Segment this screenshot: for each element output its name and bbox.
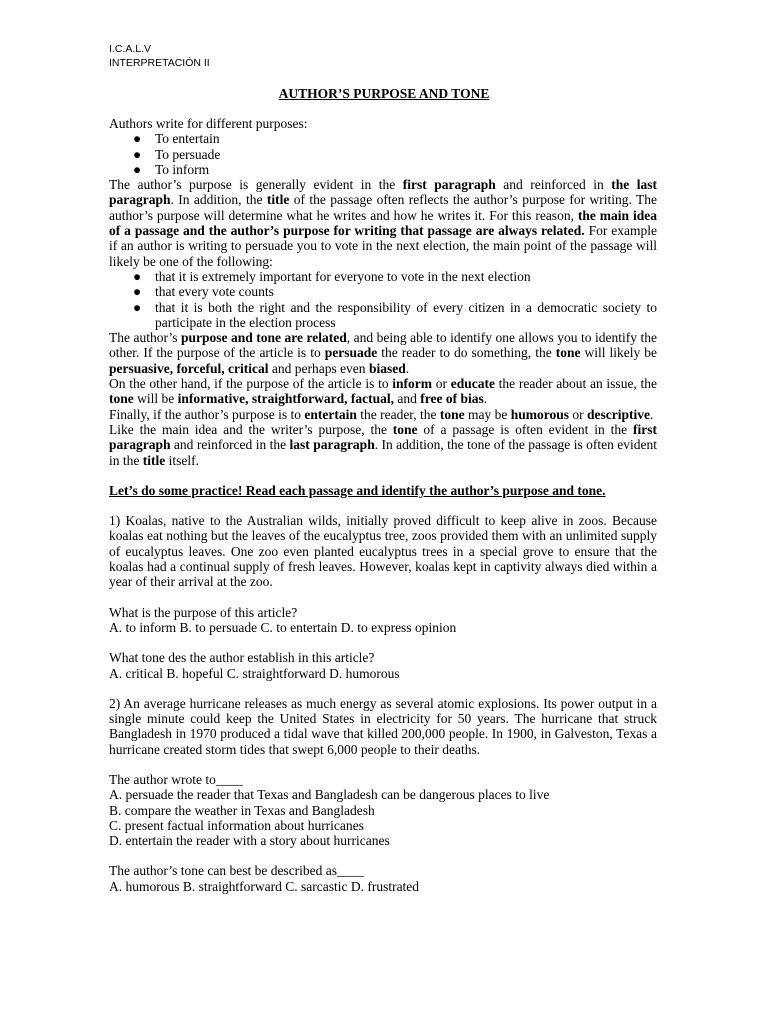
document-body [109, 116, 657, 894]
header-course: INTERPRETACIÓN II [109, 57, 210, 69]
list-item: ● To entertain [109, 131, 657, 146]
purpose-tone-paragraph: The author’s purpose and tone are related, and being able to identify one allows you to identify the other. If the purpose of the article is to persuade the reader to do something, the tone will likely be persuasive, forceful, critical and perhaps even biased. [109, 330, 658, 376]
vote-points-list [109, 269, 657, 330]
header-institution: I.C.A.L.V [109, 43, 152, 55]
passage-2-question-1: The author wrote to____ [109, 771, 243, 787]
passage-2-option-a: A. persuade the reader that Texas and Bangladesh can be dangerous places to live [109, 787, 550, 803]
passage-2-option-d: D. entertain the reader with a story about hurricanes [109, 833, 390, 849]
passage-2-option-b: B. compare the weather in Texas and Bangladesh [109, 802, 375, 818]
bullet-icon: ● [133, 161, 142, 177]
tone-paragraph: Like the main idea and the writer’s purpose, the tone of a passage is often evident in the first paragraph and reinforced in the last paragraph. In addition, the tone of the passage is often evident in the title itself. [109, 421, 657, 468]
passage-2-question-2: The author’s tone can best be described as____ [109, 863, 365, 879]
intro-lead: Authors write for different purposes: [109, 116, 308, 131]
passage-2-text: 2) An average hurricane releases as much energy as several atomic explosions. Its power output in a single minute could keep the United States in electricity for 50 years. The hurricane that struck Bangladesh in 1970 produced a tidal wave that killed 200,000 people. In 1900, in Galveston, Texas a hurricane created storm tides that swept 6,000 people to their deaths. [109, 695, 657, 757]
practice-heading: Let’s do some practice! Read each passage and identify the author’s purpose and tone. [109, 482, 606, 498]
bullet-icon: ● [133, 268, 142, 284]
document-header [109, 42, 210, 70]
spacer [109, 468, 657, 483]
passage-1-question-1: What is the purpose of this article? [109, 604, 298, 620]
passage-1-text: 1) Koalas, native to the Australian wilds, initially proved difficult to keep alive in zoos. Because koalas eat nothing but the leaves of the eucalyptus tree, zoos provided them with an unlimited supply of eucalyptus leaves. One zoo even planted eucalyptus trees in a special grove to ensure that the koalas had a continual supply of fresh leaves. However, koalas kept in captivity always died within a year of their arrival at the zoo. [109, 513, 657, 590]
passage-1-question-2: What tone des the author establish in this article? [109, 650, 375, 666]
passage-2-question-2-options: A. humorous B. straightforward C. sarcastic D. frustrated [109, 878, 420, 894]
bullet-icon: ● [133, 299, 142, 315]
passage-1-question-2-options: A. critical B. hopeful C. straightforward D. humorous [109, 665, 400, 681]
spacer [109, 681, 657, 696]
purposes-list [109, 131, 657, 177]
document-title: AUTHOR’S PURPOSE AND TONE [278, 86, 490, 101]
entertain-paragraph: Finally, if the author’s purpose is to entertain the reader, the tone may be humorous or descriptive. [109, 406, 654, 422]
spacer [109, 590, 657, 605]
list-item: ● that every vote counts [109, 284, 657, 299]
bullet-icon: ● [133, 131, 142, 147]
bullet-icon: ● [133, 284, 142, 300]
passage-1-question-1-options: A. to inform B. to persuade C. to entertain D. to express opinion [109, 619, 457, 635]
bullet-icon: ● [133, 146, 142, 162]
list-item: ● To persuade [109, 147, 657, 162]
spacer [109, 757, 657, 772]
list-item: ● that it is extremely important for everyone to vote in the next election [109, 269, 657, 284]
purpose-paragraph: The author’s purpose is generally evident in the first paragraph and reinforced in the last paragraph. In addition, the title of the passage often reflects the author’s purpose for writing. The author’s purpose will determine what he writes and how he writes it. For this reason, the main idea of a passage and the author’s purpose for writing that passage are always related. For example if an author is writing to persuade you to vote in the next election, the main point of the passage will likely be one of the following: [109, 177, 658, 269]
spacer [109, 498, 657, 513]
list-item: ● that it is both the right and the responsibility of every citizen in a democratic society to participate in the election process [109, 300, 657, 331]
spacer [109, 848, 657, 863]
list-item: ● To inform [109, 162, 657, 177]
inform-paragraph: On the other hand, if the purpose of the article is to inform or educate the reader about an issue, the tone will be informative, straightforward, factual, and free of bias. [109, 376, 658, 407]
spacer [109, 635, 657, 650]
passage-2-option-c: C. present factual information about hurricanes [109, 817, 364, 833]
